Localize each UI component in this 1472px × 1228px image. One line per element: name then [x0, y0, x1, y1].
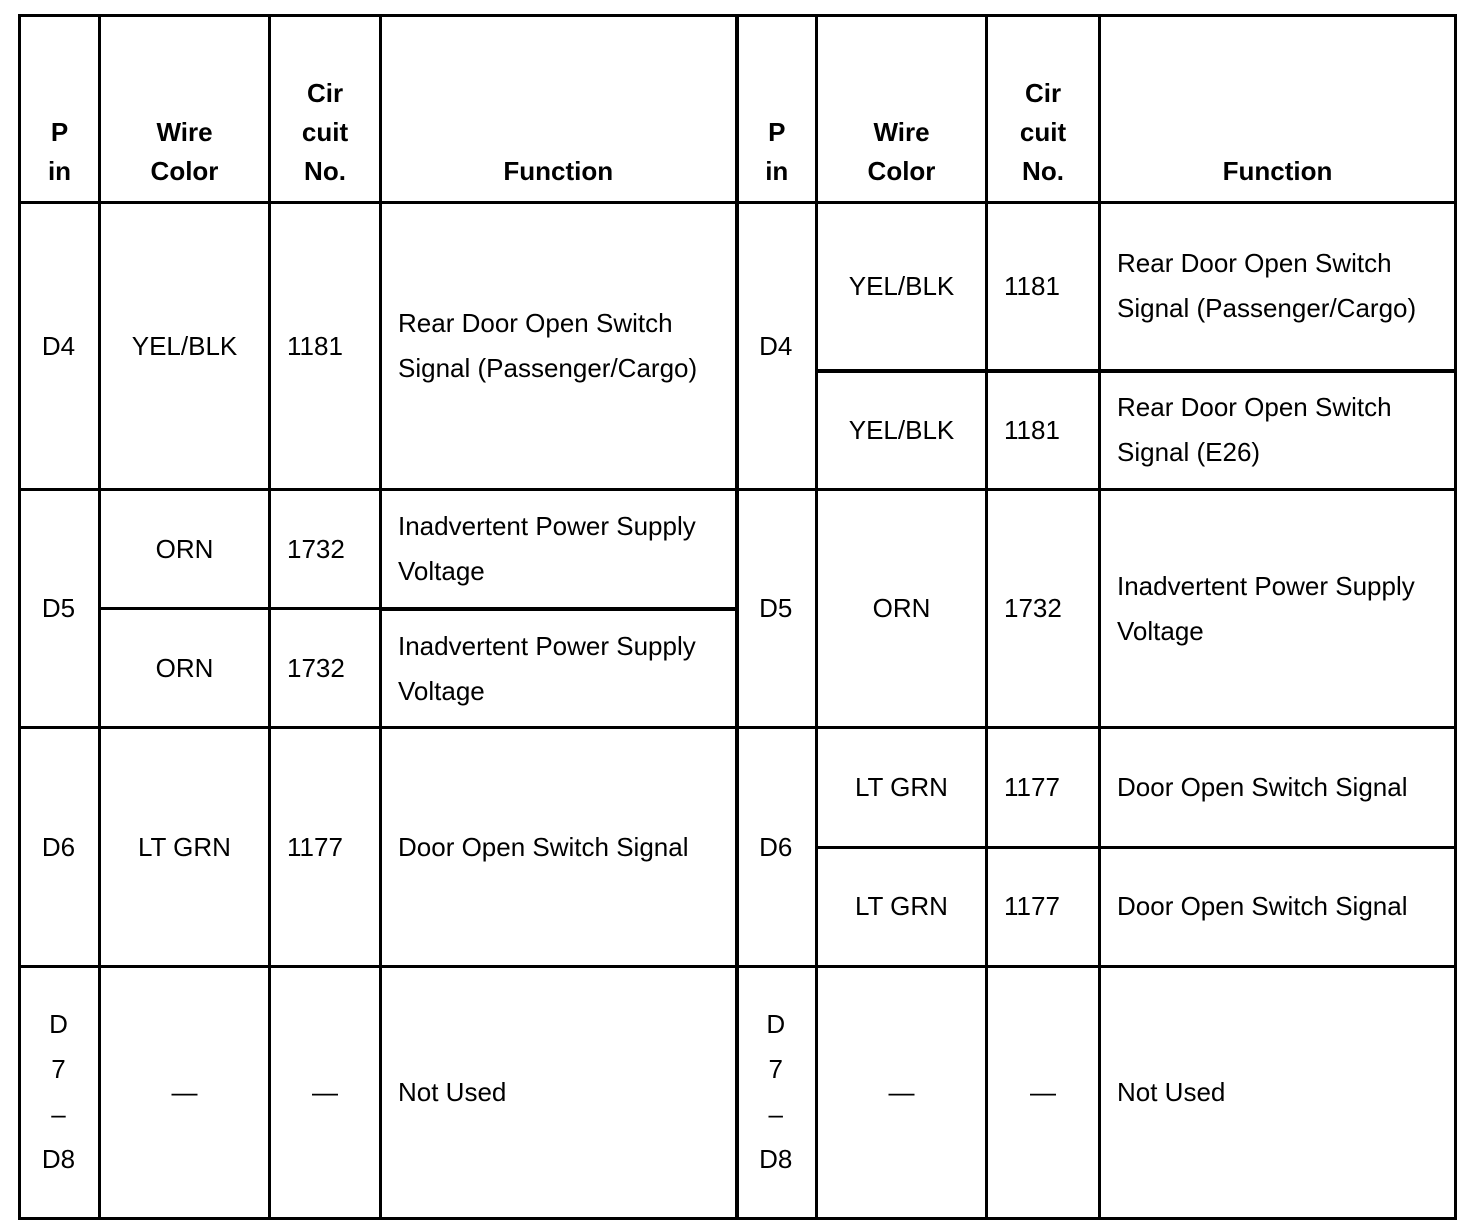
header-circuit-line: cuit	[1019, 117, 1067, 147]
table-row	[20, 490, 1456, 609]
function-cell: Not Used	[381, 966, 737, 1218]
header-pin-line: in	[765, 156, 789, 186]
circuit-cell: 1177	[987, 728, 1100, 847]
pin-cell: D4	[737, 203, 817, 490]
wire-color-cell: ORN	[100, 609, 270, 728]
pin-line: D8	[41, 1144, 76, 1175]
header-wire-color	[817, 16, 987, 203]
header-wire-line: Color	[867, 156, 936, 186]
wire-color-cell: LT GRN	[100, 728, 270, 966]
wire-color-cell: LT GRN	[817, 847, 987, 966]
circuit-cell: 1732	[270, 490, 381, 609]
function-cell: Rear Door Open Switch Signal (Passenger/Cargo)	[1100, 203, 1456, 371]
pin-line: 7	[768, 1054, 783, 1085]
header-wire-line: Color	[150, 156, 219, 186]
pin-table	[18, 14, 1457, 1220]
function-cell: Not Used	[1100, 966, 1456, 1218]
pin-cell	[20, 966, 100, 1218]
wire-color-cell: —	[817, 966, 987, 1218]
circuit-cell: 1177	[270, 728, 381, 966]
header-circuit-line: Cir	[1024, 78, 1062, 108]
header-circuit-line: No.	[1022, 156, 1064, 186]
header-circuit-line: No.	[304, 156, 346, 186]
table-row	[20, 203, 1456, 371]
pin-line: –	[768, 1099, 783, 1130]
wire-color-cell: YEL/BLK	[817, 203, 987, 371]
circuit-cell: 1181	[270, 203, 381, 490]
header-circuit-no	[987, 16, 1100, 203]
pin-cell	[737, 966, 817, 1218]
header-circuit-line: Cir	[306, 78, 344, 108]
function-cell: Door Open Switch Signal	[381, 728, 737, 966]
header-wire-color	[100, 16, 270, 203]
circuit-cell: 1732	[270, 609, 381, 728]
pin-cell: D4	[20, 203, 100, 490]
pin-line: D	[49, 1009, 68, 1040]
header-wire-line: Wire	[873, 117, 930, 147]
header-pin-line: in	[47, 156, 72, 186]
wire-color-cell: YEL/BLK	[817, 371, 987, 490]
function-cell: Inadvertent Power Supply Voltage	[1100, 490, 1456, 728]
pin-line: 7	[51, 1054, 66, 1085]
wire-color-cell: ORN	[100, 490, 270, 609]
circuit-cell: 1732	[987, 490, 1100, 728]
function-cell: Door Open Switch Signal	[1100, 847, 1456, 966]
table-row	[20, 966, 1456, 1218]
function-cell: Inadvertent Power Supply Voltage	[381, 490, 737, 609]
wire-color-cell: ORN	[817, 490, 987, 728]
wire-color-cell: YEL/BLK	[100, 203, 270, 490]
header-circuit-line: cuit	[301, 117, 349, 147]
circuit-cell: 1181	[987, 203, 1100, 371]
header-pin	[737, 16, 817, 203]
function-cell: Rear Door Open Switch Signal (Passenger/Cargo)	[381, 203, 737, 490]
wire-color-cell: —	[100, 966, 270, 1218]
header-row	[20, 16, 1456, 203]
pin-cell: D5	[20, 490, 100, 728]
header-pin	[20, 16, 100, 203]
circuit-cell: 1177	[987, 847, 1100, 966]
function-cell: Door Open Switch Signal	[1100, 728, 1456, 847]
pin-line: D8	[759, 1144, 793, 1175]
header-circuit-no	[270, 16, 381, 203]
header-wire-line: Wire	[156, 117, 213, 147]
pin-cell: D6	[737, 728, 817, 966]
circuit-cell: —	[987, 966, 1100, 1218]
wire-color-cell: LT GRN	[817, 728, 987, 847]
circuit-cell: 1181	[987, 371, 1100, 490]
table-row	[20, 728, 1456, 847]
header-function: Function	[1100, 16, 1456, 203]
pin-line: D	[766, 1009, 786, 1040]
header-pin-line: P	[50, 117, 69, 147]
header-pin-line: P	[768, 117, 786, 147]
header-function: Function	[381, 16, 737, 203]
pin-cell: D6	[20, 728, 100, 966]
pin-line: –	[51, 1099, 66, 1130]
circuit-cell: —	[270, 966, 381, 1218]
function-cell: Rear Door Open Switch Signal (E26)	[1100, 371, 1456, 490]
function-cell: Inadvertent Power Supply Voltage	[381, 609, 737, 728]
pin-cell: D5	[737, 490, 817, 728]
